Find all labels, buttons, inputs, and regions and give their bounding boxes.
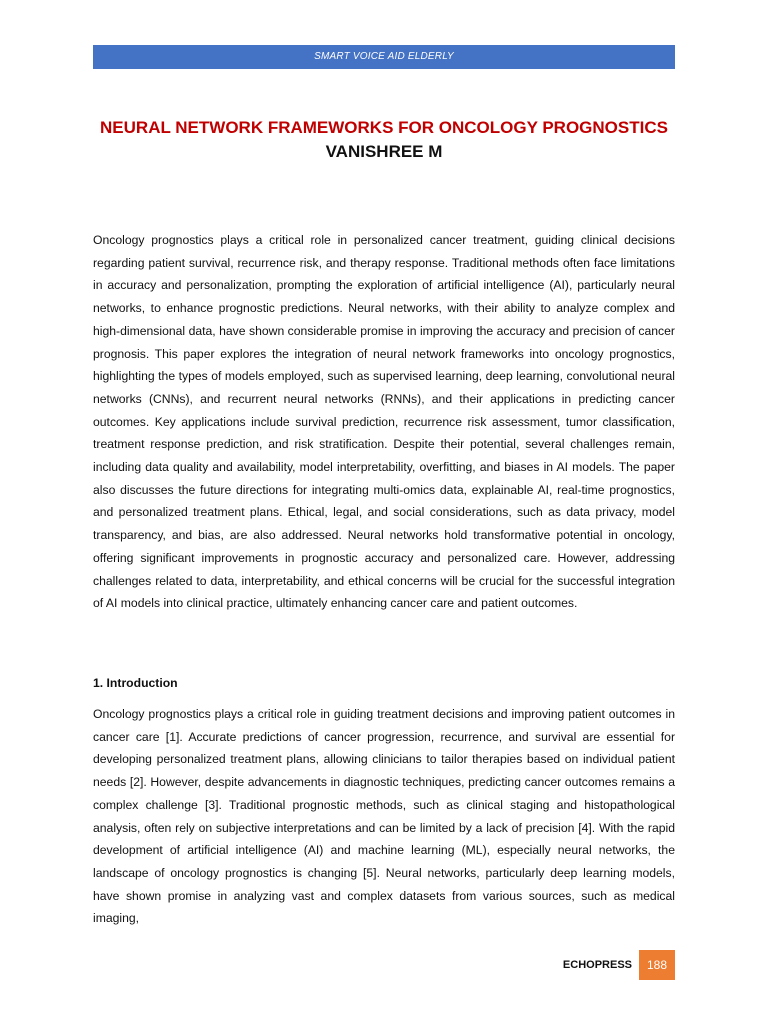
running-title: SMART VOICE AID ELDERLY [314, 51, 454, 62]
paper-title: NEURAL NETWORK FRAMEWORKS FOR ONCOLOGY PROGNOSTICS [100, 118, 668, 137]
running-header [93, 45, 675, 69]
introduction-paragraph: Oncology prognostics plays a critical role in guiding treatment decisions and improving patient outcomes in cancer care [1]. Accurate predictions of cancer progression, recurrence, and survival are essential for developing personalized treatment plans, allowing clinicians to tailor therapies based on individual patient needs [2]. However, despite advancements in diagnostic techniques, predicting cancer outcomes remains a complex challenge [3]. Traditional prognostic methods, such as clinical staging and histopathological analysis, often rely on subjective interpretations and can be limited by a lack of precision [4]. With the rapid development of artificial intelligence (AI) and machine learning (ML), especially neural networks, the landscape of oncology prognostics is changing [5]. Neural networks, particularly deep learning models, have shown promise in analyzing vast and complex datasets from various sources, such as medical imaging, [93, 707, 675, 926]
page-number-badge: 188 [639, 950, 675, 980]
footer-journal-name: ECHOPRESS [562, 959, 632, 971]
abstract-paragraph: Oncology prognostics plays a critical role in personalized cancer treatment, guiding clinical decisions regarding patient survival, recurrence risk, and therapy response. Traditional methods often face limitations in accuracy and personalization, prompting the exploration of artificial intelligence (AI), particularly neural networks, to enhance prognostic predictions. Neural networks, with their ability to analyze complex and high-dimensional data, have shown considerable promise in improving the accuracy and precision of cancer prognosis. This paper explores the integration of neural network frameworks into oncology prognostics, highlighting the types of models employed, such as supervised learning, deep learning, convolutional neural networks (CNNs), and recurrent neural networks (RNNs), and their applications in predicting cancer outcomes. Key applications include survival prediction, recurrence risk assessment, tumor classification, treatment response prediction, and risk stratification. Despite their potential, several challenges remain, including data quality and availability, model interpretability, overfitting, and biases in AI models. The paper also discusses the future directions for integrating multi-omics data, explainable AI, real-time prognostics, and personalized treatment plans. Ethical, legal, and social considerations, such as data privacy, model transparency, and bias, are also addressed. Neural networks hold transformative potential in oncology, offering significant improvements in prognostic accuracy and personalized care. However, addressing challenges related to data, interpretability, and ethical concerns will be crucial for the successful integration of AI models into clinical practice, ultimately enhancing cancer care and patient outcomes. [93, 233, 675, 611]
section-heading-introduction: 1. Introduction [93, 676, 178, 690]
paper-author: VANISHREE M [325, 142, 443, 161]
